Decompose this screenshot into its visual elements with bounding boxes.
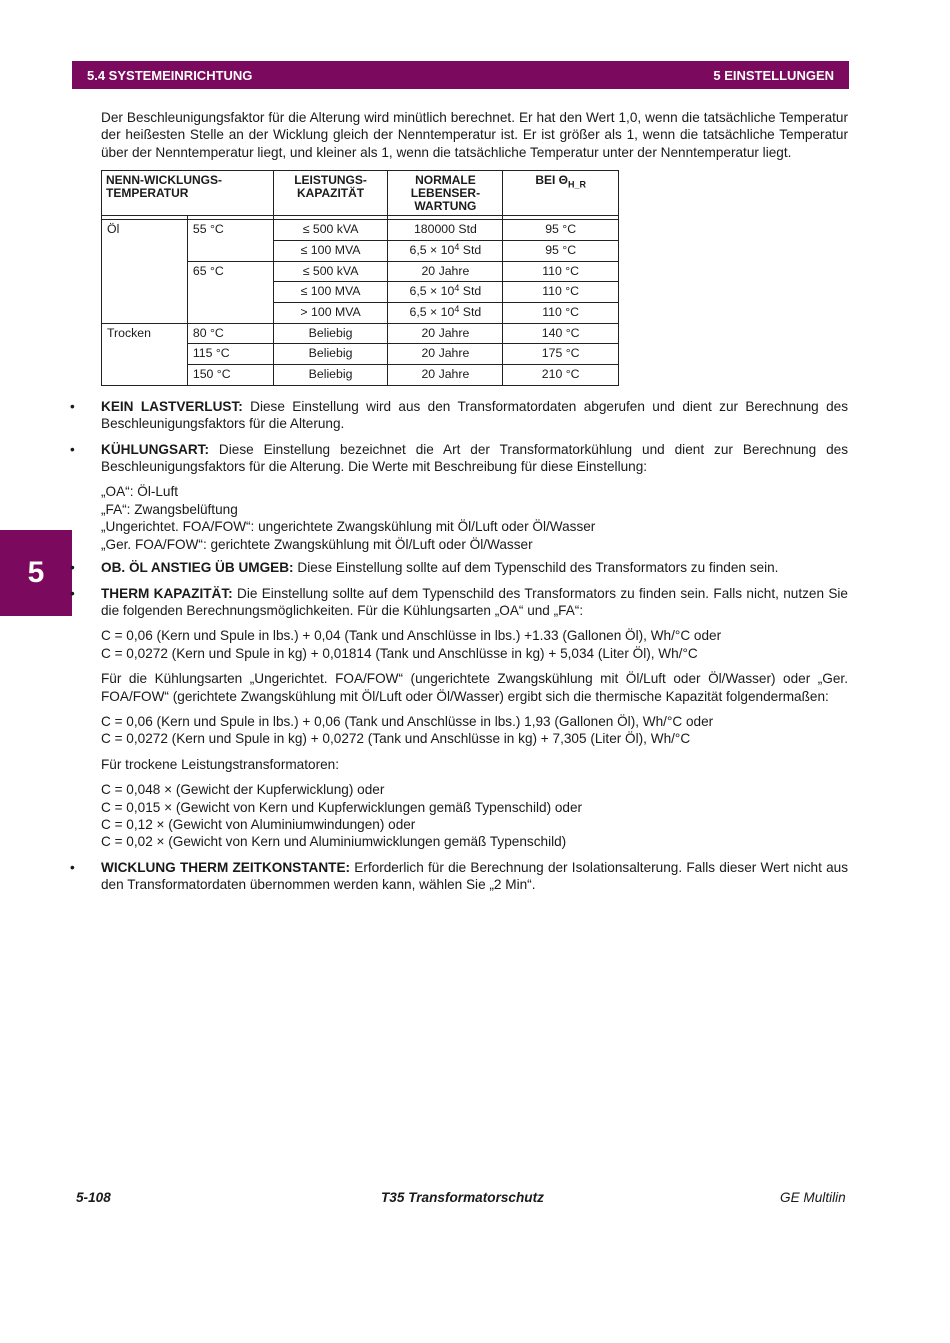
directed-cooling-paragraph: Für die Kühlungsarten „Ungerichtet. FOA/FOW“ (ungerichtete Zwangskühlung mit Öl/Luft oder Öl/Wasser) oder „Ger. FOA/FOW“ (gerichtete Zwangskühlung mit Öl/Luft oder Öl/Wasser) ergibt sich die thermische Kapazität folgendermaßen: [101, 671, 848, 704]
intro-paragraph: Der Beschleunigungsfaktor für die Alterung wird minütlich berechnet. Er hat den Wert 1,0, wenn die tatsächliche Temperatur der heißesten Stelle an der Wicklung gleich der Nenntemperatur ist. Er ist größer als 1, wenn die tatsächliche Temperatur über der Nenntemperatur liegt, und kleiner als 1, wenn die tatsächliche Temperatur unter der Nenntemperatur liegt. [101, 110, 848, 160]
table-row: Trocken 80 °C Beliebig 20 Jahre 140 °C [102, 323, 619, 344]
document-title: T35 Transformatorschutz [381, 1190, 544, 1205]
table-header-row [102, 171, 619, 216]
section-title: 5.4 SYSTEMEINRICHTUNG [87, 68, 253, 83]
bullet-winding-time-constant: • WICKLUNG THERM ZEITKONSTANTE: Erforderlich für die Berechnung der Isolationsalterung. Falls dieser Wert nicht aus den Transformatordaten übernommen werden kann, wählen Sie „2 Min“. [70, 859, 848, 893]
table-row: 150 °C Beliebig 20 Jahre 210 °C [102, 365, 619, 386]
section-header [72, 61, 849, 89]
formula-block: C = 0,06 (Kern und Spule in lbs.) + 0,06 (Tank und Anschlüsse in lbs.) 1,93 (Gallonen Öl), Wh/°C oder C = 0,0272 (Kern und Spule in kg) + 0,0272 (Tank und Anschlüsse in kg) + 7,305 (Liter Öl), Wh/°C [101, 713, 714, 747]
chapter-title: 5 EINSTELLUNGEN [713, 68, 834, 83]
bullet-top-oil-rise: • OB. ÖL ANSTIEG ÜB UMGEB: Diese Einstellung sollte auf dem Typenschild des Transformators zu finden sein. [70, 560, 779, 576]
formula-block: C = 0,048 × (Gewicht der Kupferwicklung) oder C = 0,015 × (Gewicht von Kern und Kupferwicklungen gemäß Typenschild) oder C = 0,12 × (Gewicht von Aluminiumwindungen) oder C = 0,02 × (Gewicht von Kern und Aluminiumwicklungen gemäß Typenschild) [101, 782, 583, 850]
bullet-no-load-loss: • KEIN LASTVERLUST: Diese Einstellung wird aus den Transformatordaten abgerufen und dient zur Berechnung des Beschleunigungsfaktors für die Alterung. [70, 398, 848, 432]
page-content [70, 109, 848, 894]
table-row: ≤ 100 MVA $6,5 \times 10^4$ Std 95 °C [102, 240, 619, 261]
table-row: 115 °C Beliebig 20 Jahre 175 °C [102, 344, 619, 365]
col-header-capacity: LEISTUNGS-KAPAZITÄT [273, 171, 388, 216]
table-row: > 100 MVA $6,5 \times 10^4$ Std 110 °C [102, 303, 619, 324]
col-header-hr: BEI $\Theta_{H\_R}$ [503, 171, 619, 216]
table-row: ≤ 100 MVA $6,5 \times 10^4$ Std 110 °C [102, 282, 619, 303]
list-item: „FA“: Zwangsbelüftung [101, 501, 238, 517]
table-row: Öl 55 °C ≤ 500 kVA 180000 Std 95 °C [102, 220, 619, 241]
list-item: „Ger. FOA/FOW“: gerichtete Zwangskühlung mit Öl/Luft oder Öl/Wasser [101, 536, 533, 552]
temperature-table [101, 170, 619, 386]
list-item: „OA“: Öl-Luft [101, 484, 179, 500]
publisher: GE Multilin [780, 1190, 846, 1205]
chapter-tab: 5 [0, 530, 72, 616]
cooling-options-list [101, 483, 848, 553]
list-item: „Ungerichtet. FOA/FOW“: ungerichtete Zwangskühlung mit Öl/Luft oder Öl/Wasser [101, 519, 596, 535]
bullet-cooling-type: • KÜHLUNGSART: Diese Einstellung bezeichnet die Art der Transformatorkühlung und dient zur Berechnung des Beschleunigungsfaktors für die Alterung. Die Werte mit Beschreibung für diese Einstellung: „OA“: Öl-Luft „FA“: Zwangsbelüftung „Ungerichtet. FOA/FOW“: ungerichtete Zwangskühlung mit Öl/Luft oder Öl/Wasser „Ger. FOA/FOW“: gerichtete Zwangskühlung mit Öl/Luft oder Öl/Wasser [70, 441, 848, 552]
bullet-thermal-capacity: • THERM KAPAZITÄT: Die Einstellung sollte auf dem Typenschild des Transformators zu finden sein. Falls nicht, nutzen Sie die folgenden Berechnungsmöglichkeiten. Für die Kühlungsarten „OA“ und „FA“: C = 0,06 (Kern und Spule in lbs.) + 0,04 (Tank und Anschlüsse in lbs.) +1.33 (Gallonen Öl), Wh/°C oder C = 0,0272 (Kern und Spule in kg) + 0,01814 (Tank und Anschlüsse in kg) + 5,034 (Liter Öl), Wh/°C Für die Kühlungsarten „Ungerichtet. FOA/FOW“ (ungerichtete Zwangskühlung mit Öl/Luft oder Öl/Wasser) oder „Ger. FOA/FOW“ (gerichtete Zwangskühlung mit Öl/Luft oder Öl/Wasser) ergibt sich die thermische Kapazität folgendermaßen: C = 0,06 (Kern und Spule in lbs.) + 0,06 (Tank und Anschlüsse in lbs.) 1,93 (Gallonen Öl), Wh/°C oder C = 0,0272 (Kern und Spule in kg) + 0,0272 (Tank und Anschlüsse in kg) + 7,305 (Liter Öl), Wh/°C Für trockene Leistungstransformatoren: C = 0,048 × (Gewicht der Kupferwicklung) oder C = 0,015 × (Gewicht von Kern und Kupferwicklungen gemäß Typenschild) oder C = 0,12 × (Gewicht von Aluminiumwindungen) oder C = 0,02 × (Gewicht von Kern und Aluminiumwicklungen gemäß Typenschild) [70, 585, 848, 850]
page-number: 5-108 [76, 1190, 111, 1205]
col-header-life: NORMALE LEBENSER-WARTUNG [388, 171, 503, 216]
dry-transformer-paragraph: Für trockene Leistungstransformatoren: [101, 756, 340, 772]
col-header-temp: NENN-WICKLUNGS-TEMPERATUR [102, 171, 274, 216]
formula-block: C = 0,06 (Kern und Spule in lbs.) + 0,04 (Tank und Anschlüsse in lbs.) +1.33 (Gallonen Öl), Wh/°C oder C = 0,0272 (Kern und Spule in kg) + 0,01814 (Tank und Anschlüsse in kg) + 5,034 (Liter Öl), Wh/°C [101, 628, 722, 661]
table-row: 65 °C ≤ 500 kVA 20 Jahre 110 °C [102, 261, 619, 282]
